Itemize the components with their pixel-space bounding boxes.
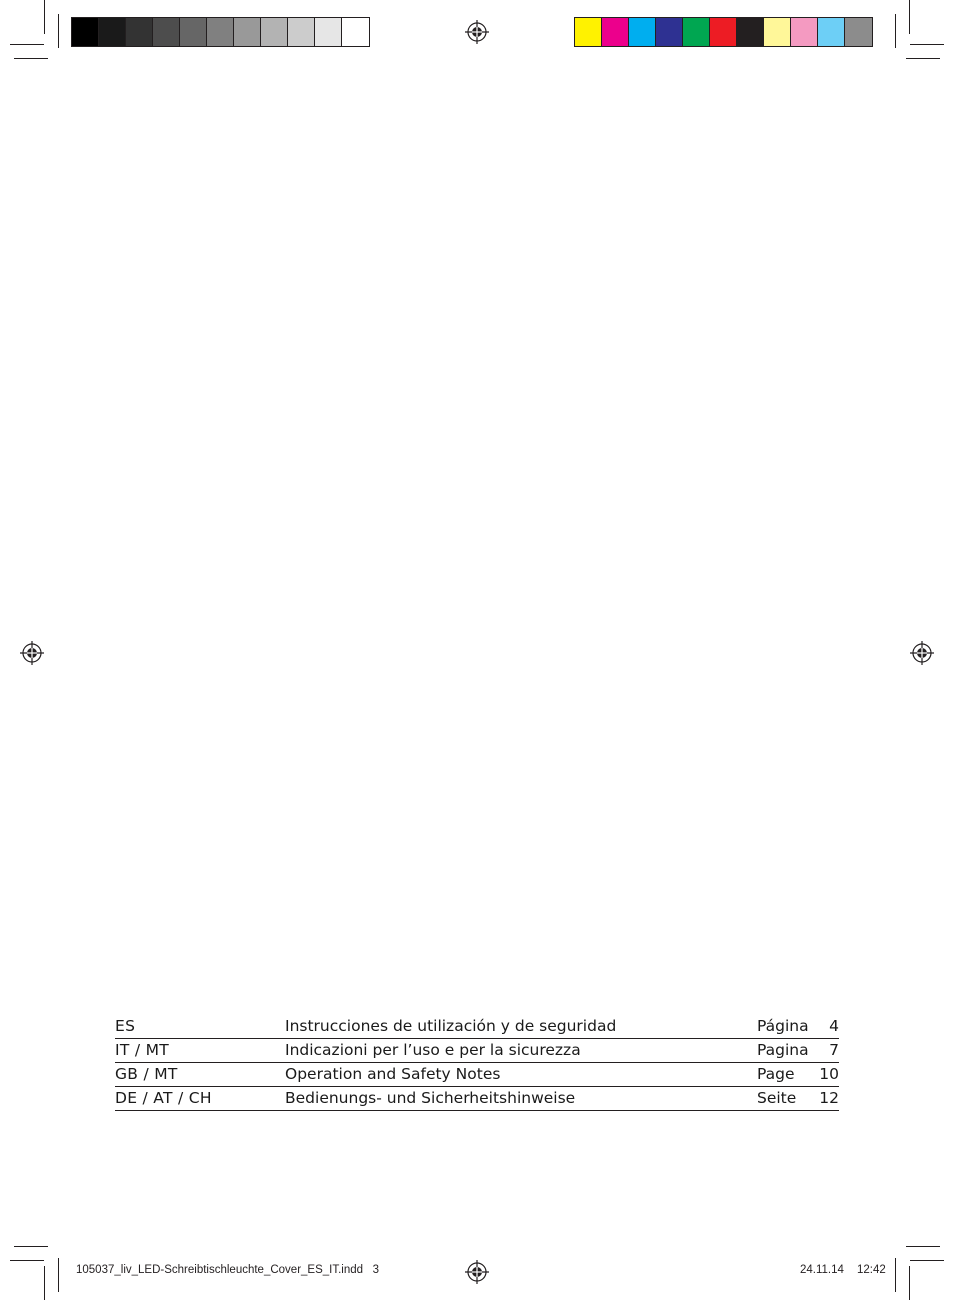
crop-mark-icon xyxy=(58,1258,59,1292)
crop-mark-icon xyxy=(895,1258,896,1292)
footer-time: 12:42 xyxy=(857,1264,886,1276)
color-swatch xyxy=(315,18,342,46)
crop-mark-icon xyxy=(909,0,910,34)
toc-title: Indicazioni per l’uso e per la sicurezza xyxy=(285,1041,581,1059)
toc-page-label: Pagina xyxy=(757,1041,809,1059)
crop-mark-icon xyxy=(895,14,896,48)
crop-mark-icon xyxy=(906,58,940,59)
color-swatch xyxy=(234,18,261,46)
color-swatch xyxy=(180,18,207,46)
color-swatch xyxy=(207,18,234,46)
registration-mark-icon xyxy=(465,20,489,44)
toc-title: Operation and Safety Notes xyxy=(285,1065,501,1083)
color-swatch xyxy=(72,18,99,46)
toc-page-number: 7 xyxy=(829,1041,839,1059)
toc-language-code: GB / MT xyxy=(115,1065,178,1083)
toc-page-label: Seite xyxy=(757,1089,797,1107)
color-swatch xyxy=(261,18,288,46)
color-swatch xyxy=(764,18,791,46)
toc-title: Instrucciones de utilización y de seguridad xyxy=(285,1017,617,1035)
color-swatch xyxy=(737,18,764,46)
toc-page-label: Page xyxy=(757,1065,795,1083)
crop-mark-icon xyxy=(10,44,44,45)
footer-date: 24.11.14 xyxy=(800,1264,844,1276)
color-swatch xyxy=(656,18,683,46)
color-swatch xyxy=(791,18,818,46)
grayscale-color-bar xyxy=(71,17,370,47)
color-swatch xyxy=(575,18,602,46)
color-swatch xyxy=(629,18,656,46)
footer-file-name: 105037_liv_LED-Schreibtischleuchte_Cover_ES_IT.indd 3 xyxy=(76,1264,380,1276)
crop-mark-icon xyxy=(14,1246,48,1247)
toc-title: Bedienungs- und Sicherheitshinweise xyxy=(285,1089,576,1107)
color-swatch xyxy=(99,18,126,46)
color-swatch xyxy=(710,18,737,46)
color-swatch xyxy=(342,18,369,46)
toc-row-de[interactable] xyxy=(115,1087,839,1111)
registration-mark-icon xyxy=(465,1260,489,1284)
crop-mark-icon xyxy=(44,0,45,34)
crop-mark-icon xyxy=(910,44,944,45)
toc-page-number: 12 xyxy=(819,1089,839,1107)
color-swatch xyxy=(845,18,872,46)
registration-mark-icon xyxy=(20,641,44,665)
language-table-of-contents xyxy=(115,1015,839,1111)
toc-language-code: DE / AT / CH xyxy=(115,1089,212,1107)
crop-mark-icon xyxy=(10,1260,44,1261)
color-swatch xyxy=(126,18,153,46)
toc-page-number: 10 xyxy=(819,1065,839,1083)
crop-mark-icon xyxy=(58,14,59,48)
toc-row-gb[interactable] xyxy=(115,1063,839,1087)
process-color-bar xyxy=(574,17,873,47)
color-swatch xyxy=(602,18,629,46)
toc-language-code: IT / MT xyxy=(115,1041,170,1059)
toc-language-code: ES xyxy=(115,1017,136,1035)
toc-row-it[interactable] xyxy=(115,1039,839,1063)
crop-mark-icon xyxy=(44,1266,45,1300)
crop-mark-icon xyxy=(14,58,48,59)
color-swatch xyxy=(683,18,710,46)
toc-row-es[interactable] xyxy=(115,1015,839,1039)
crop-mark-icon xyxy=(906,1246,940,1247)
toc-page-number: 4 xyxy=(829,1017,839,1035)
color-swatch xyxy=(288,18,315,46)
color-swatch xyxy=(153,18,180,46)
toc-page-label: Página xyxy=(757,1017,809,1035)
registration-mark-icon xyxy=(910,641,934,665)
color-swatch xyxy=(818,18,845,46)
crop-mark-icon xyxy=(909,1266,910,1300)
crop-mark-icon xyxy=(910,1260,944,1261)
